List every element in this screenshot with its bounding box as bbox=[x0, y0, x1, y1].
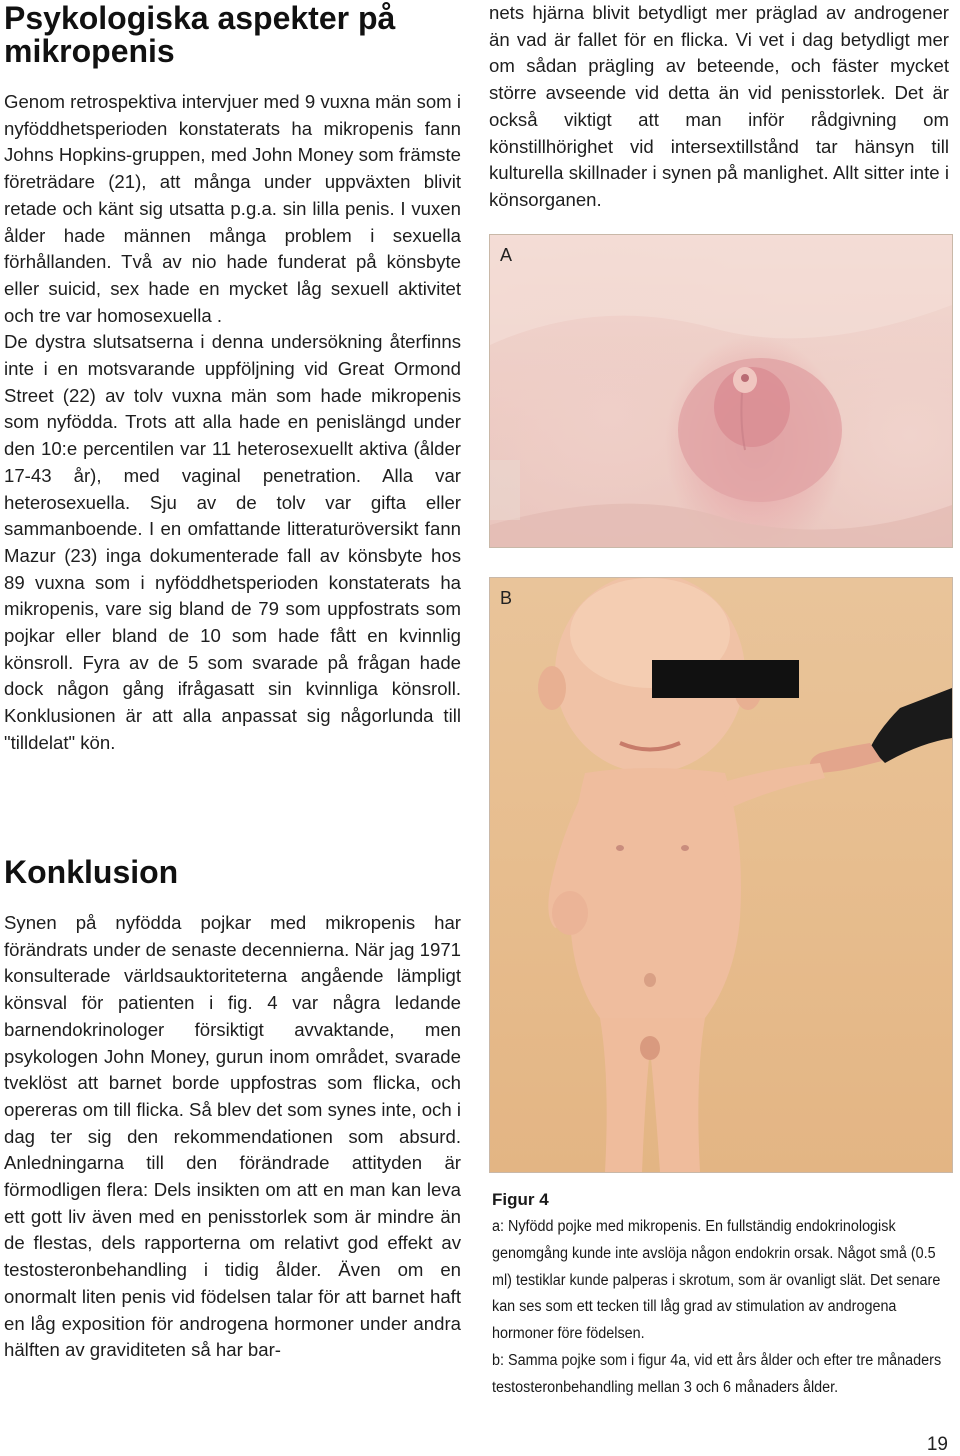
text-block-conclusion bbox=[4, 910, 461, 1364]
photo-b-illustration bbox=[490, 578, 952, 1172]
text-block-continued bbox=[489, 0, 949, 214]
paragraph: Synen på nyfödda pojkar med mikropenis har förändrats under de senaste decennierna. När jag 1971 konsulterade världsauktoriteterna angående lämpligt könsval för patienten i fig. 4 var några ledande barnendokrinologer försiktigt avvaktande, men psykologen John Money, gurun inom området, svarade tveklöst att barnet borde uppfostras som flicka, och opereras om till flicka. Så blev det som synes inte, och i dag ter sig den rekommendationen som absurd. Anledningarna till den förändrade attityden är förmodligen flera: Dels insikten om att en man kan leva ett gott liv även med en penisstorlek som är mindre än de flestas, dels rapporterna om relativt god effekt av testosteronbehandling i tidig ålder. Även om en onormalt liten penis vid födelsen talar för att barnet haft en låg exposition för androgena hormoner under andra hälften av graviditeten så har bar- bbox=[4, 912, 461, 1361]
figure-photo-a bbox=[489, 234, 953, 548]
caption-part-a: a: Nyfödd pojke med mikropenis. En fullständig endokrinologisk genomgång kunde inte avslöja någon endokrin orsak. Något små (0.5 ml) testiklar kunde palperas i skrotum, som är ovanligt slät. Det senare kan ses som ett tecken till låg grad av stimulation av androgena hormoner före födelsen. bbox=[492, 1218, 941, 1343]
section-title-conclusion: Konklusion bbox=[4, 854, 179, 890]
page-number: 19 bbox=[926, 1434, 948, 1455]
paragraph: nets hjärna blivit betydligt mer präglad av androgener än vad är fallet för en flicka. Vi vet i dag betydligt mer om sådan prägling av beteende, och fäster mycket större avseende vid detta än vid penisstorlek. Det är också viktigt att man inför rådgivning om könstillhörighet vid intersextillstånd tar hänsyn till kulturella skillnader i synen på manlighet. Allt sitter inte i könsorganen. bbox=[489, 2, 949, 210]
figure-photo-b bbox=[489, 577, 953, 1173]
caption-part-b: b: Samma pojke som i figur 4a, vid ett års ålder och efter tre månaders testosteronbehandling mellan 3 och 6 månaders ålder. bbox=[492, 1351, 942, 1396]
paragraph: De dystra slutsatserna i denna undersökning återfinns inte i en motsvarande uppföljning vid Great Ormond Street (22) av tolv vuxna män som hade mikropenis som nyfödda. Trots att alla hade en penislängd under den 10:e percentilen var 11 heterosexuellt aktiva (ålder 17-43 år), med vaginal penetration. Alla var heterosexuella. Sju av de tolv var gifta eller sammanboende. I en omfattande litteraturöversikt fann Mazur (23) inga dokumenterade fall av könsbyte hos 89 vuxna som i nyföddhetsperioden konstaterats ha mikropenis, vare sig bland de 79 som uppfostrats som pojkar eller bland de 10 som hade fått en kvinnlig könsroll. Fyra av de 5 som svarade på frågan hade dock någon gång ifrågasatt sin kvinnliga könsroll. Konklusionen är att alla anpassat sig någorlunda till "tilldelat" kön. bbox=[4, 331, 461, 753]
caption-text bbox=[492, 1214, 953, 1402]
paragraph: Genom retrospektiva intervjuer med 9 vuxna män som i nyföddhetsperioden konstaterats ha mikropenis fann Johns Hopkins-gruppen, med John Money som främste företrädare (21), att många under uppväxten blivit retade och känt sig utsatta p.g.a. sin lilla penis. I vuxen ålder hade männen många problem i sexuella förhållanden. Två av nio hade funderat på könsbyte eller suicid, sex hade en mycket låg sexuell aktivitet och tre var homosexuella . bbox=[4, 91, 461, 326]
photo-a-label: A bbox=[500, 245, 513, 265]
censor-bar bbox=[652, 660, 799, 698]
section-title-psychological-aspects: Psykologiska aspekter på mikropenis bbox=[4, 0, 396, 69]
photo-a-illustration bbox=[490, 235, 952, 547]
text-block-psychology bbox=[4, 89, 461, 757]
figure-caption bbox=[492, 1188, 952, 1402]
photo-b-label: B bbox=[500, 588, 513, 608]
caption-title: Figur 4 bbox=[492, 1190, 549, 1209]
